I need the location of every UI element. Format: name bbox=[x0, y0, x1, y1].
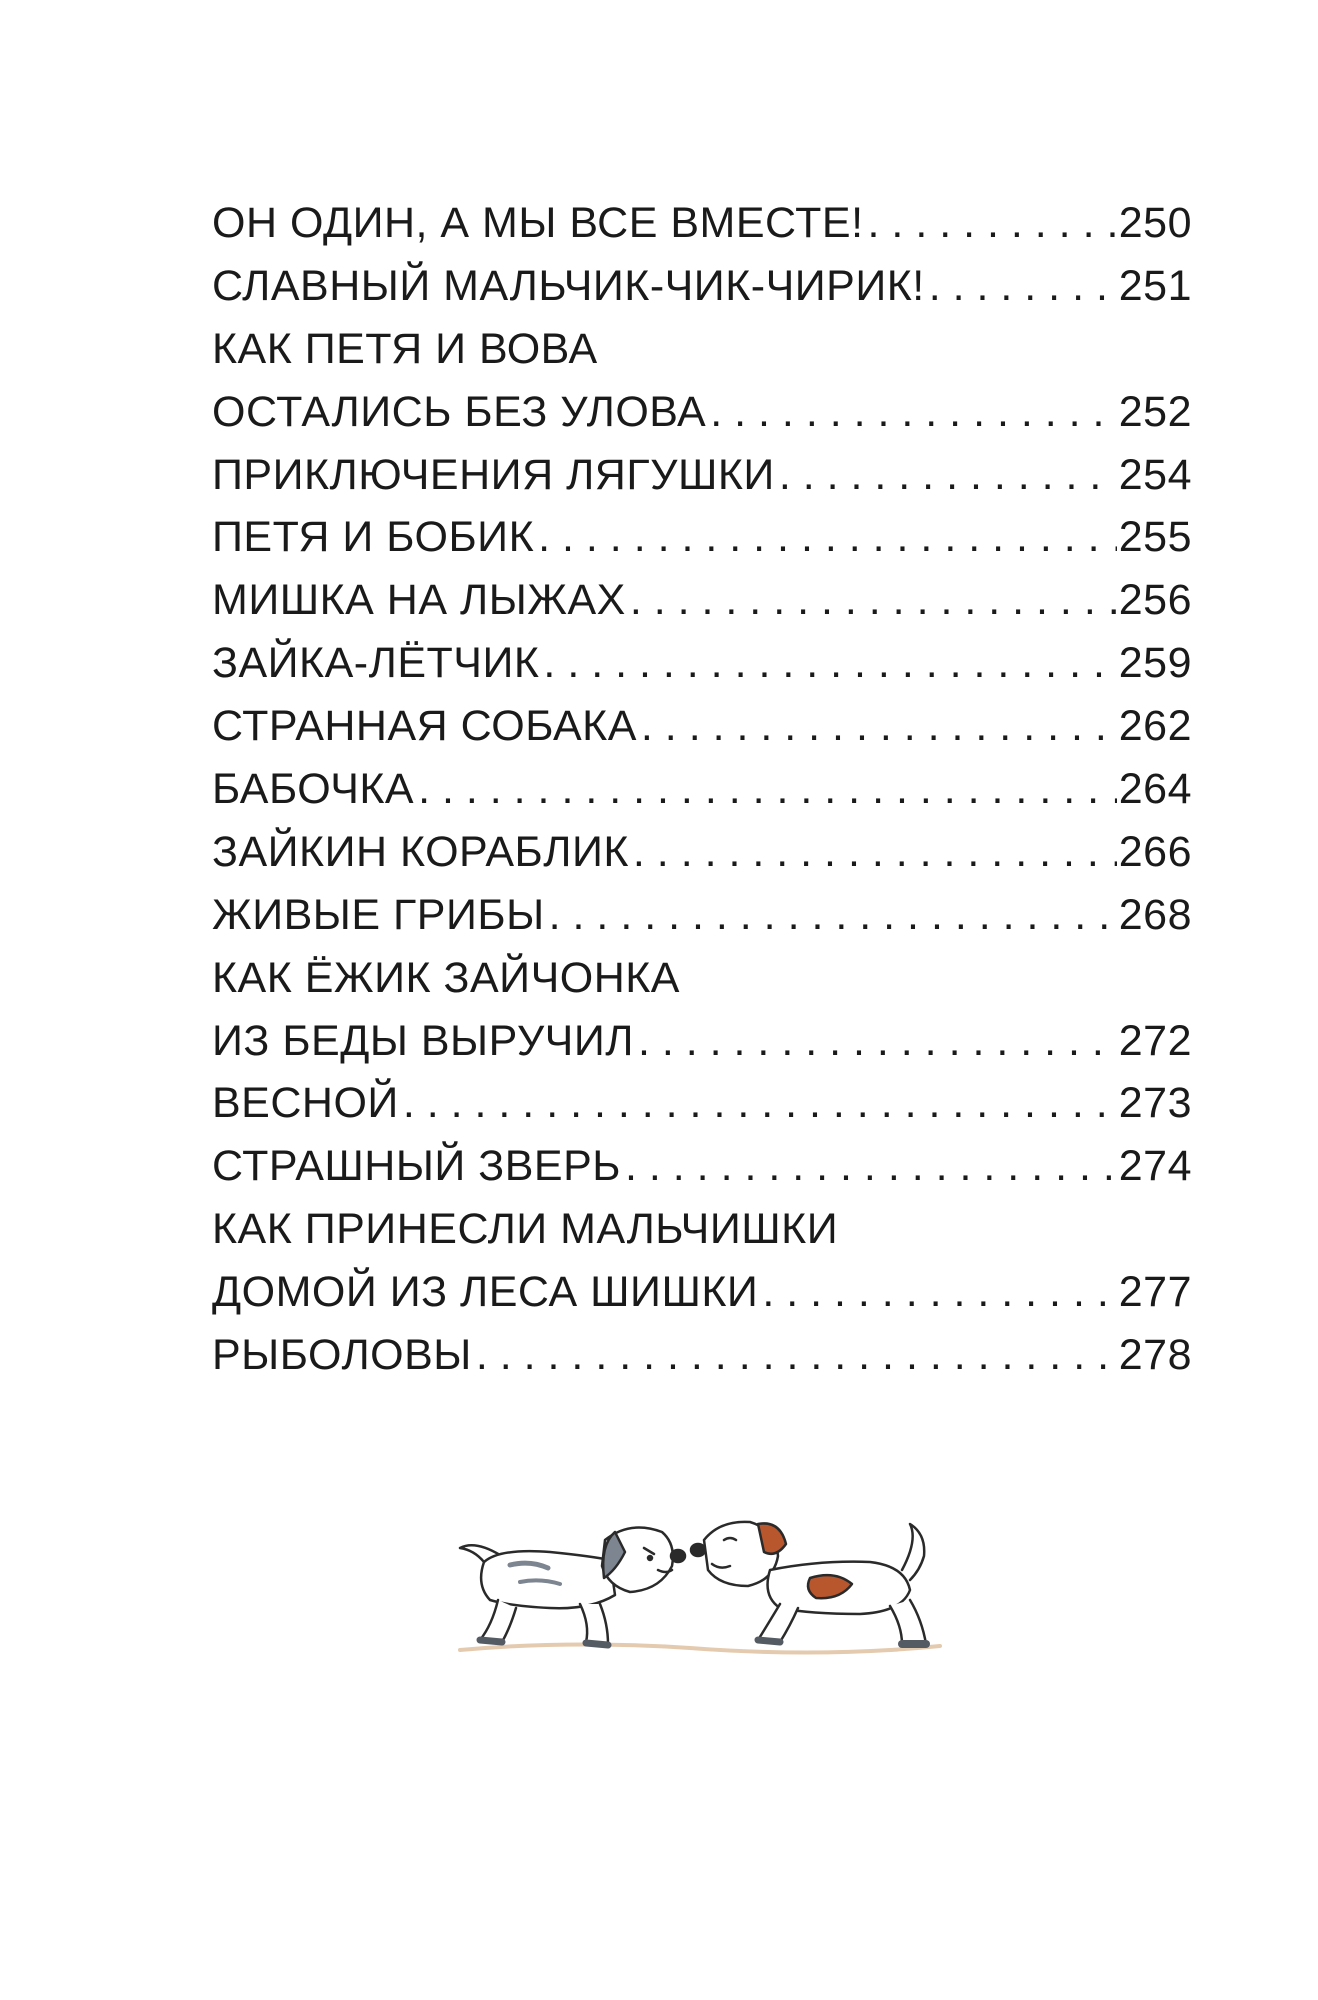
toc-entry bbox=[212, 192, 1192, 255]
toc-entry-page: 266 bbox=[1118, 827, 1192, 876]
toc-entry-title: ОН ОДИН, А МЫ ВСЕ ВМЕСТЕ! bbox=[212, 198, 864, 247]
toc-entry bbox=[212, 318, 1192, 381]
toc-entry bbox=[212, 1072, 1192, 1135]
toc-dot-leader bbox=[472, 1334, 1117, 1377]
toc-entry bbox=[212, 381, 1192, 444]
toc-entry bbox=[212, 632, 1192, 695]
toc-entry-title: ПРИКЛЮЧЕНИЯ ЛЯГУШКИ bbox=[212, 450, 775, 499]
table-of-contents bbox=[212, 192, 1192, 1387]
toc-entry bbox=[212, 444, 1192, 507]
toc-entry-title: КАК ПЕТЯ И ВОВА bbox=[212, 324, 598, 373]
toc-entry-title: КАК ЁЖИК ЗАЙЧОНКА bbox=[212, 953, 680, 1002]
toc-dot-leader bbox=[399, 1082, 1117, 1125]
toc-entry-title: ДОМОЙ ИЗ ЛЕСА ШИШКИ bbox=[212, 1268, 759, 1317]
toc-entry-page: 251 bbox=[1118, 261, 1192, 310]
toc-dot-leader bbox=[775, 454, 1117, 497]
ground-shadow bbox=[460, 1644, 940, 1652]
toc-entry-page: 262 bbox=[1118, 702, 1192, 751]
toc-entry-page: 252 bbox=[1118, 387, 1192, 436]
toc-entry bbox=[212, 569, 1192, 632]
toc-dot-leader bbox=[626, 579, 1117, 622]
toc-dot-leader bbox=[545, 894, 1117, 937]
toc-entry-title: ЗАЙКИН КОРАБЛИК bbox=[212, 827, 629, 876]
toc-entry bbox=[212, 821, 1192, 884]
toc-entry bbox=[212, 1198, 1192, 1261]
toc-entry-page: 268 bbox=[1118, 890, 1192, 939]
toc-entry bbox=[212, 506, 1192, 569]
toc-entry-page: 274 bbox=[1118, 1142, 1192, 1191]
toc-dot-leader bbox=[634, 1020, 1117, 1063]
toc-dot-leader bbox=[539, 642, 1116, 685]
toc-entry-title: ВЕСНОЙ bbox=[212, 1079, 399, 1128]
toc-entry-title: ПЕТЯ И БОБИК bbox=[212, 513, 535, 562]
toc-entry bbox=[212, 884, 1192, 947]
toc-entry-title: ИЗ БЕДЫ ВЫРУЧИЛ bbox=[212, 1016, 634, 1065]
toc-entry-title: СТРАШНЫЙ ЗВЕРЬ bbox=[212, 1142, 621, 1191]
toc-entry-page: 255 bbox=[1118, 513, 1192, 562]
toc-entry bbox=[212, 255, 1192, 318]
grey-puppy bbox=[460, 1528, 685, 1646]
toc-entry-title: ЖИВЫЕ ГРИБЫ bbox=[212, 890, 545, 939]
toc-dot-leader bbox=[637, 705, 1117, 748]
toc-entry-page: 259 bbox=[1118, 639, 1192, 688]
toc-entry-title: СТРАННАЯ СОБАКА bbox=[212, 702, 637, 751]
toc-entry-title: СЛАВНЫЙ МАЛЬЧИК-ЧИК-ЧИРИК! bbox=[212, 261, 925, 310]
toc-entry-page: 250 bbox=[1118, 198, 1192, 247]
toc-entry bbox=[212, 695, 1192, 758]
toc-entry-page: 272 bbox=[1118, 1016, 1192, 1065]
toc-dot-leader bbox=[758, 1271, 1116, 1314]
toc-entry-title: ЗАЙКА-ЛЁТЧИК bbox=[212, 639, 540, 688]
toc-entry-title: КАК ПРИНЕСЛИ МАЛЬЧИШКИ bbox=[212, 1205, 839, 1254]
toc-entry bbox=[212, 947, 1192, 1010]
toc-dot-leader bbox=[864, 202, 1117, 245]
toc-entry-page: 273 bbox=[1118, 1079, 1192, 1128]
toc-entry-page: 278 bbox=[1118, 1330, 1192, 1379]
spotted-puppy bbox=[691, 1522, 926, 1644]
toc-entry bbox=[212, 758, 1192, 821]
toc-entry-page: 254 bbox=[1118, 450, 1192, 499]
toc-dot-leader bbox=[621, 1145, 1117, 1188]
toc-entry-page: 277 bbox=[1118, 1268, 1192, 1317]
toc-entry bbox=[212, 1324, 1192, 1387]
toc-entry bbox=[212, 1135, 1192, 1198]
toc-entry-title: МИШКА НА ЛЫЖАХ bbox=[212, 576, 626, 625]
toc-entry bbox=[212, 1261, 1192, 1324]
toc-entry-page: 256 bbox=[1118, 576, 1192, 625]
puppies-illustration bbox=[440, 1500, 960, 1670]
toc-dot-leader bbox=[925, 265, 1117, 308]
toc-entry bbox=[212, 1010, 1192, 1073]
toc-dot-leader bbox=[629, 831, 1117, 874]
toc-entry-page: 264 bbox=[1118, 764, 1192, 813]
toc-dot-leader bbox=[414, 768, 1117, 811]
toc-dot-leader bbox=[534, 516, 1117, 559]
toc-dot-leader bbox=[706, 391, 1117, 434]
toc-entry-title: ОСТАЛИСЬ БЕЗ УЛОВА bbox=[212, 387, 707, 436]
toc-entry-title: РЫБОЛОВЫ bbox=[212, 1330, 472, 1379]
toc-entry-title: БАБОЧКА bbox=[212, 764, 415, 813]
